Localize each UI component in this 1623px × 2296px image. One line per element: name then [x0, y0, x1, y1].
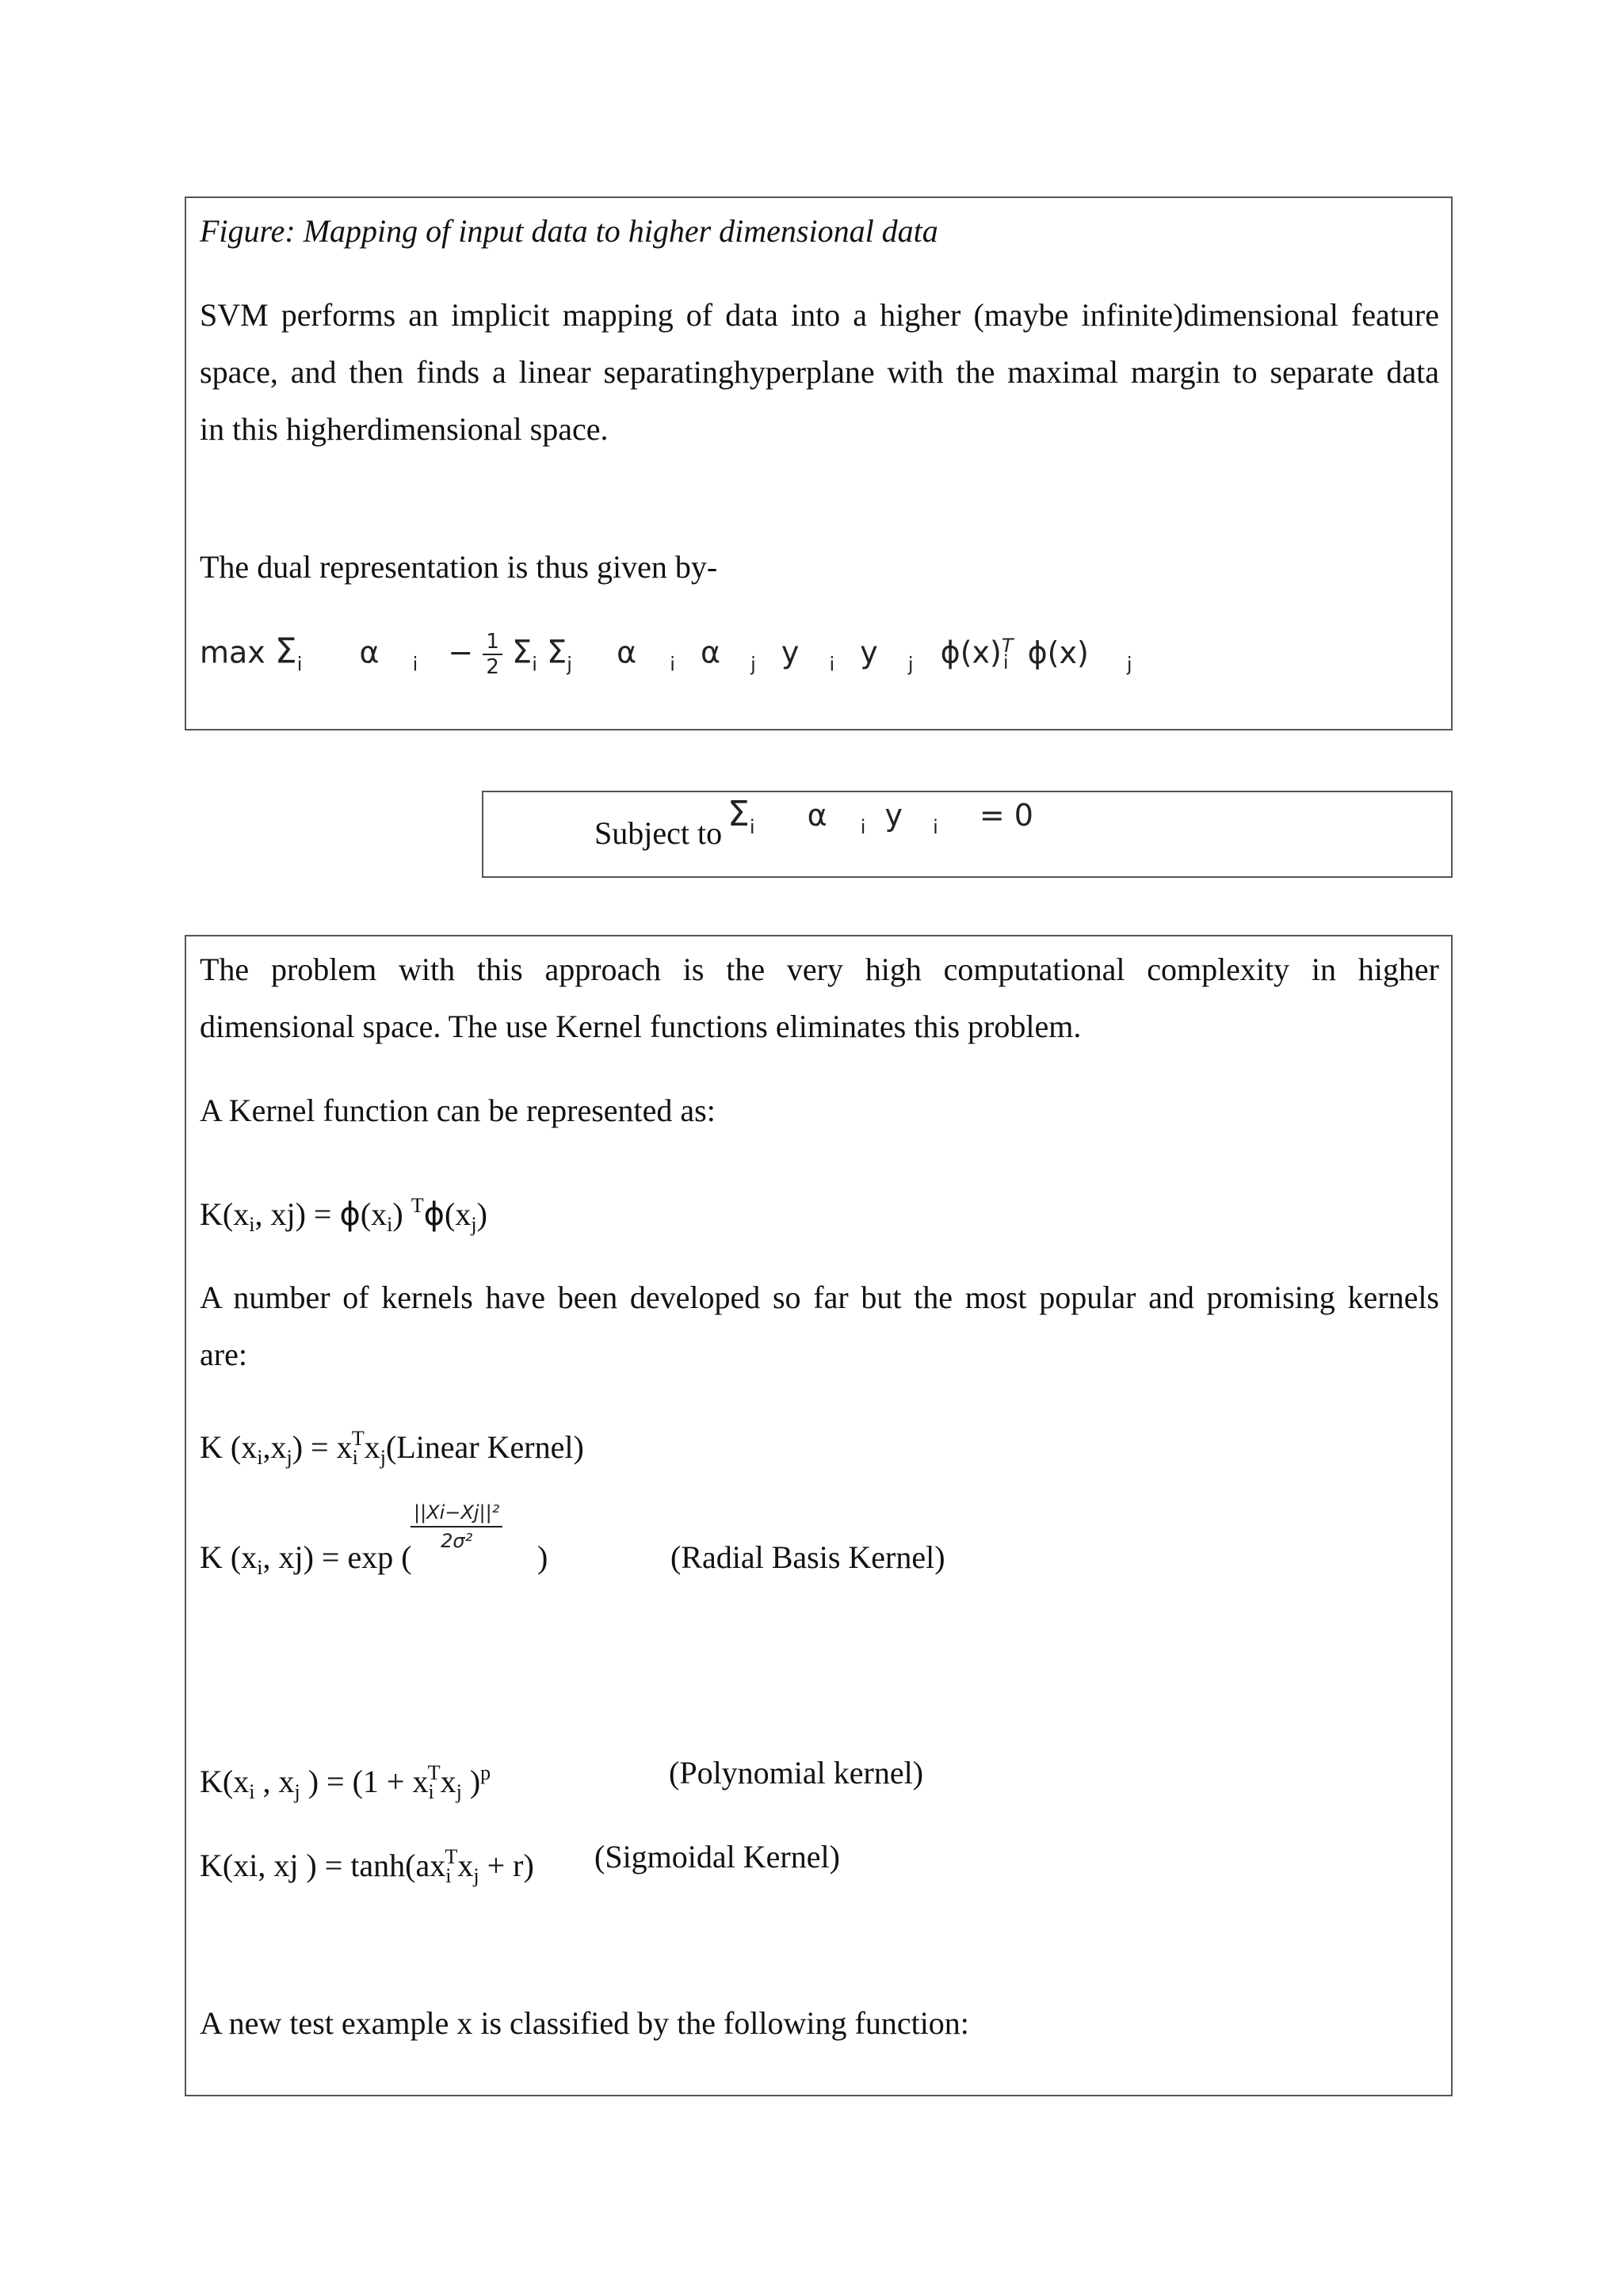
svm-paragraph-line-2: space, and then finds a linear separatinghyperplane with the maximal margin to separate data — [200, 354, 1439, 390]
svm-paragraph-line-1: SVM performs an implicit mapping of data into a higher (maybe infinite)dimensional feature — [200, 297, 1439, 333]
problem-paragraph-line-1: The problem with this approach is the very high computational complexity in higher — [200, 952, 1439, 987]
svm-paragraph-line-3: in this higherdimensional space. — [200, 411, 609, 447]
sigmoid-kernel: K(xi, xj ) = $\tanh(ax_i^Tx_j + r)$ — [200, 1845, 534, 1887]
section-box-kernels — [185, 935, 1453, 2096]
subject-to-label: Subject to — [594, 815, 723, 851]
constraint-equation: $\Sigma_i$ α $_i$ y $_i$ = 0 — [727, 794, 1033, 838]
problem-paragraph-line-2: dimensional space. The use Kernel functions eliminates this problem. — [200, 1009, 1082, 1044]
rbf-kernel-name: (Radial Basis Kernel) — [670, 1539, 945, 1575]
polynomial-kernel: $K(x_i$ , $x_j$ ) = ($1 + x_i^Tx_j$ )$^p$ — [200, 1761, 491, 1803]
kernel-definition: $K(x_i$, $xj) = \phi(x_i)$ $^T\phi(x_j)$ — [200, 1194, 487, 1236]
linear-kernel: K $(x_i,x_j)$ = $x_i^Tx_j(Linear$ Kernel) — [200, 1427, 584, 1469]
rbf-kernel: K ($x_i$, xj) = exp ( — [200, 1539, 412, 1579]
popular-paragraph-line-2: are: — [200, 1337, 247, 1372]
classify-sentence: A new test example x is classified by the following function: — [200, 2005, 969, 2041]
sigmoid-kernel-name: (Sigmoidal Kernel) — [594, 1839, 840, 1875]
dual-intro: The dual representation is thus given by- — [200, 549, 718, 585]
popular-paragraph-line-1: A number of kernels have been developed so far but the most popular and promising kernels — [200, 1280, 1439, 1315]
polynomial-kernel-name: (Polynomial kernel) — [669, 1755, 924, 1791]
section-box-constraint — [482, 791, 1453, 878]
dual-equation: $\max \Sigma_i$ α $_i$ − $\frac{1}{2}$ $\Sigma_i$ $\Sigma_j$ α $_i$ α $_j$ y $_i$ y $_j$ ϕ(x) i $^T$ ϕ(x) $_j$ — [200, 630, 1132, 679]
figure-caption: Figure: Mapping of input data to higher dimensional data — [200, 213, 938, 249]
rbf-fraction: $\frac{\text{||Xi−Xj||²}}{\text{2σ²}}$ — [411, 1499, 502, 1554]
section-box-mapping — [185, 196, 1453, 730]
kernel-intro: A Kernel function can be represented as: — [200, 1093, 716, 1128]
rbf-close-paren: ) — [537, 1539, 548, 1575]
